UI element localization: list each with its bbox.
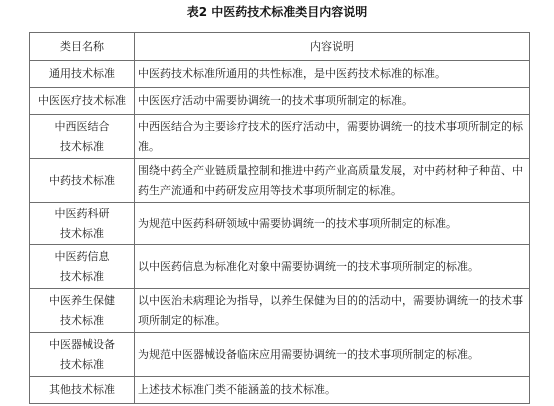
table-row <box>30 377 530 404</box>
category-cell <box>30 203 135 245</box>
table-header-row <box>30 33 530 61</box>
description-cell: 中西医结合为主要诊疗技术的医疗活动中，需要协调统一的技术事项所制定的标准。 <box>135 115 530 159</box>
table-row <box>30 245 530 289</box>
header-description: 内容说明 <box>135 33 530 61</box>
category-line: 技术标准 <box>60 313 104 327</box>
category-cell <box>30 289 135 333</box>
category-cell <box>30 159 135 203</box>
header-category: 类目名称 <box>30 33 135 61</box>
category-cell <box>30 245 135 289</box>
category-cell <box>30 377 135 404</box>
table-caption: 表2 中医药技术标准类目内容说明 <box>186 5 368 19</box>
description-cell: 中医药技术标准所通用的共性标准，是中医药技术标准的标准。 <box>135 61 530 88</box>
description-cell: 为规范中医器械设备临床应用需要协调统一的技术事项所制定的标准。 <box>135 333 530 377</box>
category-line: 中医药科研 <box>54 206 110 220</box>
description-cell: 围绕中药全产业链质量控制和推进中药产业高质量发展，对中药材种子种苗、中药生产流通和中药研发应用等技术事项所制定的标准。 <box>135 159 530 203</box>
category-line: 中医医疗技术标准 <box>38 94 126 107</box>
table-row <box>30 203 530 245</box>
category-cell <box>30 115 135 159</box>
category-line: 中医器械设备 <box>49 337 115 351</box>
description-cell: 中医医疗活动中需要协调统一的技术事项所制定的标准。 <box>135 88 530 115</box>
table-row <box>30 88 530 115</box>
table-row <box>30 115 530 159</box>
category-cell <box>30 333 135 377</box>
category-cell <box>30 88 135 115</box>
category-line: 其他技术标准 <box>49 383 115 396</box>
category-line: 技术标准 <box>60 226 104 240</box>
category-cell <box>30 61 135 88</box>
category-line: 中医药信息 <box>54 249 110 263</box>
category-line: 中医养生保健 <box>49 293 115 307</box>
category-line: 中西医结合 <box>54 119 110 133</box>
category-line: 技术标准 <box>60 357 104 371</box>
table-row <box>30 289 530 333</box>
table-row <box>30 159 530 203</box>
category-line: 通用技术标准 <box>49 67 115 80</box>
category-line: 技术标准 <box>60 269 104 283</box>
category-line: 技术标准 <box>60 139 104 153</box>
description-cell: 为规范中医药科研领域中需要协调统一的技术事项所制定的标准。 <box>135 203 530 245</box>
description-cell: 上述技术标准门类不能涵盖的技术标准。 <box>135 377 530 404</box>
description-cell: 以中医药信息为标准化对象中需要协调统一的技术事项所制定的标准。 <box>135 245 530 289</box>
table-row <box>30 333 530 377</box>
standards-table <box>29 32 530 404</box>
description-cell: 以中医治未病理论为指导，以养生保健为目的的活动中，需要协调统一的技术事项所制定的标准。 <box>135 289 530 333</box>
table-row <box>30 61 530 88</box>
category-line: 中药技术标准 <box>49 173 115 187</box>
